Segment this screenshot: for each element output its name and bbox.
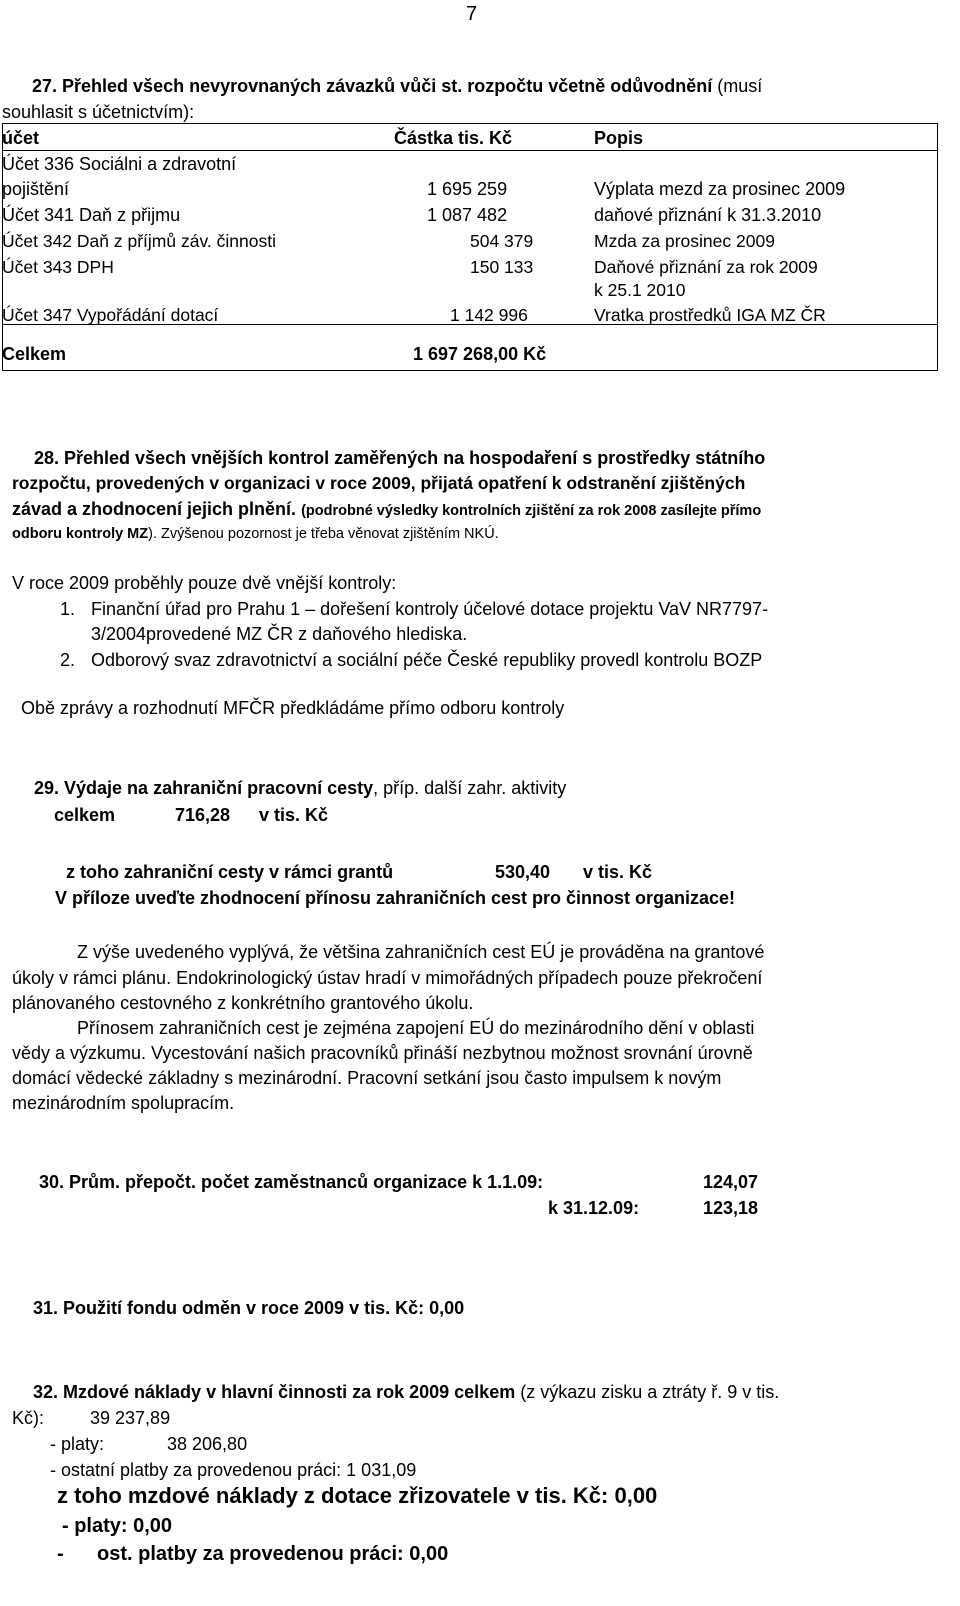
table-border	[2, 150, 938, 151]
paragraph-line: úkoly v rámci plánu. Endokrinologický ústav hradí v mimořádných případech pouze překročení	[12, 968, 763, 988]
section-32-grant-platy: - platy: 0,00	[62, 1515, 173, 1537]
row-account: Účet 343 DPH	[2, 257, 114, 277]
row-description: Výplata mezd za prosinec 2009	[594, 179, 846, 199]
page-number: 7	[466, 3, 478, 25]
section-32-heading	[33, 1380, 779, 1404]
section-32-grant-total: z toho mzdové náklady z dotace zřizovatele v tis. Kč: 0,00	[57, 1483, 658, 1508]
section-29-grants-unit: v tis. Kč	[583, 862, 653, 882]
section-28-note: (podrobné výsledky kontrolních zjištění za rok 2008 zasílejte přímo	[301, 503, 762, 519]
row-description: Vratka prostředků IGA MZ ČR	[594, 305, 826, 325]
section-28-heading-bold: závad a zhodnocení jejich plnění.	[12, 499, 297, 519]
row-amount: 504 379	[470, 231, 534, 251]
section-29-instruction: V příloze uveďte zhodnocení přínosu zahraničních cest pro činnost organizace!	[55, 888, 736, 908]
section-28-note-rest: ). Zvýšenou pozornost je třeba věnovat zjištěním NKÚ.	[148, 526, 499, 542]
section-29-grants-label: z toho zahraniční cesty v rámci grantů	[66, 862, 394, 882]
section-31-text: 31. Použití fondu odměn v roce 2009 v tis. Kč: 0,00	[33, 1298, 465, 1318]
paragraph-line: mezinárodním spolupracím.	[12, 1093, 235, 1113]
section-28-heading: rozpočtu, provedených v organizaci v roce 2009, přijatá opatření k odstranění zjištěných	[12, 473, 746, 493]
section-30-label: k 31.12.09:	[548, 1198, 640, 1218]
section-28-intro: V roce 2009 proběhly pouze dvě vnější kontroly:	[12, 573, 397, 593]
section-27-heading-line2: souhlasit s účetnictvím):	[2, 102, 195, 122]
section-29-total-label: celkem	[54, 805, 116, 825]
section-32-grant-dash: -	[57, 1543, 64, 1565]
section-27-heading-bold: 27. Přehled všech nevyrovnaných závazků vůči st. rozpočtu včetně odůvodnění	[32, 76, 713, 96]
section-29-heading-rest: , příp. další zahr. aktivity	[373, 778, 567, 798]
paragraph-line: Přínosem zahraničních cest je zejména zapojení EÚ do mezinárodního dění v oblasti	[77, 1018, 755, 1038]
header-amount: Částka tis. Kč	[394, 128, 513, 148]
table-border	[2, 370, 938, 371]
section-32-heading-bold: 32. Mzdové náklady v hlavní činnosti za rok 2009 celkem	[33, 1382, 516, 1402]
row-description: k 25.1 2010	[594, 280, 686, 300]
total-label: Celkem	[2, 344, 67, 364]
list-number: 2.	[60, 650, 76, 670]
section-32-grant-ostatni: ost. platby za provedenou práci: 0,00	[97, 1543, 449, 1565]
list-number: 1.	[60, 599, 76, 619]
section-27-heading-suffix: (musí	[717, 76, 763, 96]
section-30-value: 124,07	[703, 1172, 759, 1192]
row-account: Účet 336 Sociálni a zdravotní	[2, 154, 237, 174]
section-28-heading-line3	[12, 497, 761, 523]
row-account: pojištění	[2, 179, 70, 199]
row-description: Mzda za prosinec 2009	[594, 231, 775, 251]
list-item: Finanční úřad pro Prahu 1 – dořešení kontroly účelové dotace projektu VaV NR7797-	[91, 599, 769, 619]
section-28-conclusion: Obě zprávy a rozhodnutí MFČR předkládáme přímo odboru kontroly	[21, 698, 565, 718]
row-amount: 1 087 482	[427, 205, 508, 225]
section-29-heading	[34, 776, 566, 800]
row-amount: 1 695 259	[427, 179, 508, 199]
section-28-heading: 28. Přehled všech vnějších kontrol zaměřených na hospodaření s prostředky státního	[34, 448, 766, 468]
paragraph-line: Z výše uvedeného vyplývá, že většina zahraničních cest EÚ je prováděna na grantové	[77, 942, 765, 962]
total-value: 1 697 268,00 Kč	[413, 344, 547, 364]
section-28-note-bold: odboru kontroly MZ	[12, 526, 149, 542]
row-account: Účet 342 Daň z příjmů záv. činnosti	[2, 231, 276, 251]
row-account: Účet 341 Daň z přijmu	[2, 205, 181, 225]
section-30-value: 123,18	[703, 1198, 759, 1218]
liabilities-table	[2, 123, 938, 371]
paragraph-line: vědy a výzkumu. Vycestování našich pracovníků přináší nezbytnou možnost srovnání úrovně	[12, 1043, 753, 1063]
section-29-grants-value: 530,40	[495, 862, 551, 882]
paragraph-line: plánovaného cestovného z konkrétního grantového úkolu.	[12, 993, 474, 1013]
list-item-continuation: 3/2004provedené MZ ČR z daňového hlediska.	[91, 624, 468, 644]
row-account: Účet 347 Vypořádání dotací	[2, 305, 219, 325]
header-account: účet	[2, 128, 40, 148]
section-32-platy-value: 38 206,80	[167, 1434, 248, 1454]
paragraph-line: domácí vědecké základny s mezinárodní. Pracovní setkání jsou často impulsem k novým	[12, 1068, 722, 1088]
table-border	[937, 123, 938, 371]
section-32-ostatni: - ostatní platby za provedenou práci: 1 031,09	[50, 1460, 417, 1480]
section-32-unit: Kč):	[12, 1408, 45, 1428]
header-description: Popis	[594, 128, 644, 148]
section-32-platy-label: - platy:	[50, 1434, 105, 1454]
section-29-heading-bold: 29. Výdaje na zahraniční pracovní cesty	[34, 778, 374, 798]
section-29-total-value: 716,28	[175, 805, 231, 825]
section-29-total-unit: v tis. Kč	[259, 805, 329, 825]
section-28-note-line2	[12, 524, 499, 544]
section-32-total: 39 237,89	[90, 1408, 171, 1428]
section-30-label: 30. Prům. přepočt. počet zaměstnanců organizace k 1.1.09:	[39, 1172, 544, 1192]
row-description: Daňové přiznání za rok 2009	[594, 257, 818, 277]
table-border	[2, 123, 938, 124]
row-amount: 1 142 996	[450, 305, 528, 325]
row-amount: 150 133	[470, 257, 534, 277]
row-description: daňové přiznání k 31.3.2010	[594, 205, 822, 225]
list-item: Odborový svaz zdravotnictví a sociální péče České republiky provedl kontrolu BOZP	[91, 650, 763, 670]
section-27-heading	[32, 74, 762, 98]
section-32-heading-rest: (z výkazu zisku a ztráty ř. 9 v tis.	[520, 1382, 780, 1402]
